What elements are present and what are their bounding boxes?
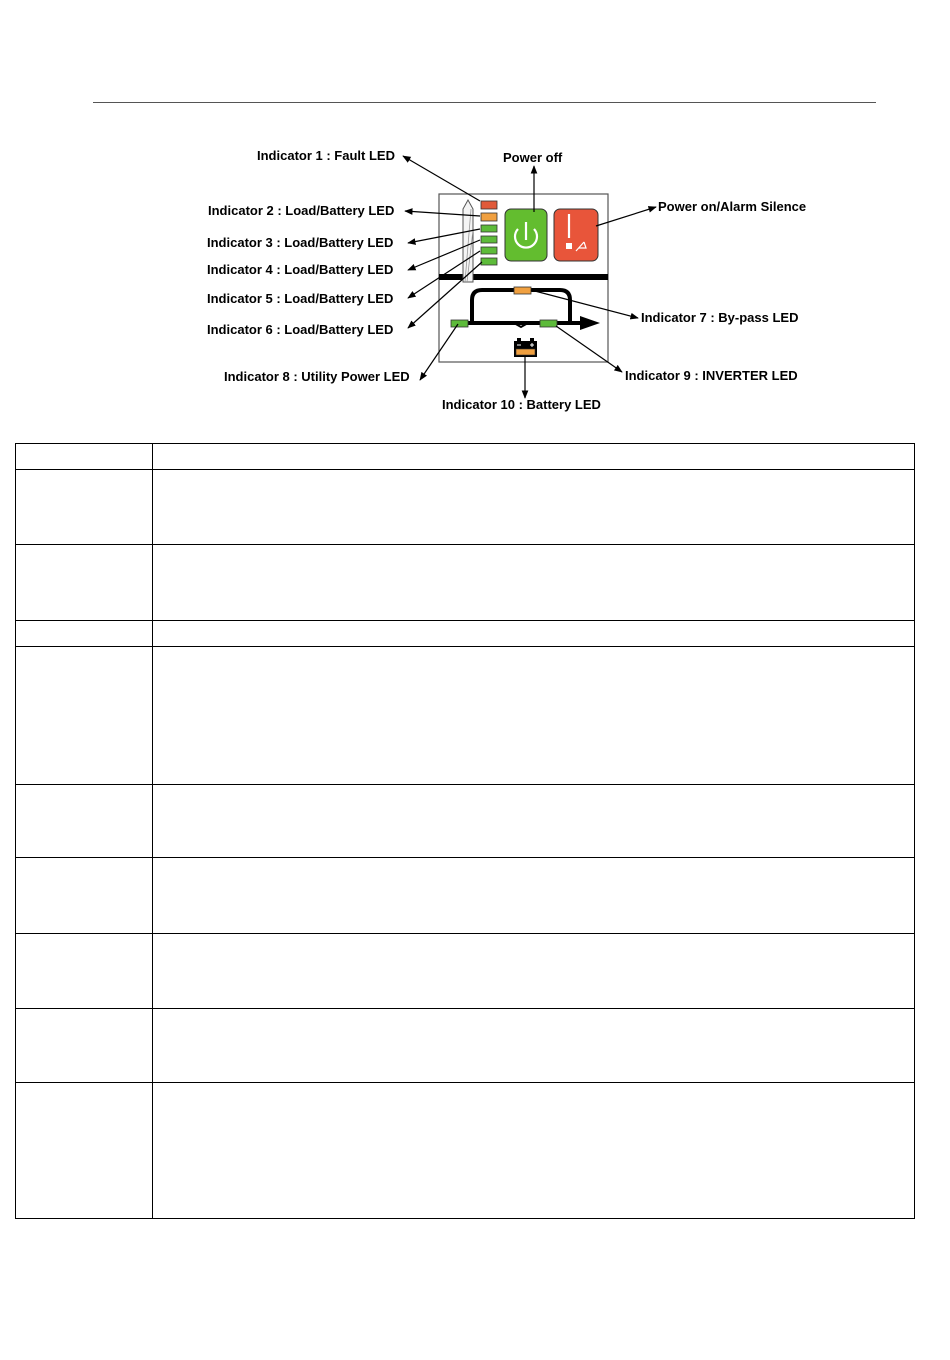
- table-cell: [16, 444, 153, 470]
- table-cell: [16, 785, 153, 858]
- load-led-3: [481, 225, 497, 232]
- battery-led: [516, 349, 535, 355]
- load-led-6: [481, 258, 497, 265]
- table-cell: [153, 621, 915, 647]
- table-row: [16, 1009, 915, 1083]
- table-cell: [16, 545, 153, 621]
- label-indicator-6: Indicator 6 : Load/Battery LED: [207, 322, 394, 337]
- label-indicator-10: Indicator 10 : Battery LED: [442, 397, 601, 412]
- table-cell: [153, 785, 915, 858]
- table-row: [16, 545, 915, 621]
- inverter-led: [540, 320, 557, 327]
- table-cell: [153, 1083, 915, 1219]
- utility-power-led: [451, 320, 468, 327]
- fault-led: [481, 201, 497, 209]
- table-cell: [153, 1009, 915, 1083]
- load-led-4: [481, 236, 497, 243]
- label-indicator-7: Indicator 7 : By-pass LED: [641, 310, 799, 325]
- table-row: [16, 934, 915, 1009]
- table-cell: [153, 858, 915, 934]
- table-row: [16, 785, 915, 858]
- table-cell: [153, 934, 915, 1009]
- table-cell: [16, 934, 153, 1009]
- table-row: [16, 470, 915, 545]
- table-cell: [153, 470, 915, 545]
- load-level-icon: [463, 200, 473, 282]
- table-cell: [153, 647, 915, 785]
- control-panel-diagram: [0, 0, 950, 440]
- power-on-alarm-silence-button[interactable]: [554, 209, 598, 261]
- table-cell: [153, 444, 915, 470]
- table-cell: [16, 470, 153, 545]
- label-indicator-1: Indicator 1 : Fault LED: [257, 148, 395, 163]
- table-cell: [16, 1009, 153, 1083]
- table-cell: [16, 647, 153, 785]
- load-led-2: [481, 213, 497, 221]
- table-cell: [16, 1083, 153, 1219]
- label-indicator-4: Indicator 4 : Load/Battery LED: [207, 262, 394, 277]
- table-row: [16, 858, 915, 934]
- table-cell: [16, 621, 153, 647]
- label-power-off: Power off: [503, 150, 563, 165]
- label-indicator-2: Indicator 2 : Load/Battery LED: [208, 203, 395, 218]
- table-row: [16, 621, 915, 647]
- table-cell: [153, 545, 915, 621]
- table-row: [16, 1083, 915, 1219]
- label-indicator-8: Indicator 8 : Utility Power LED: [224, 369, 410, 384]
- table-cell: [16, 858, 153, 934]
- indicator-table: [15, 443, 915, 1219]
- label-power-on-alarm-silence: Power on/Alarm Silence: [658, 199, 807, 214]
- load-led-5: [481, 247, 497, 254]
- bypass-led: [514, 287, 531, 294]
- table-row: [16, 444, 915, 470]
- power-off-button[interactable]: [505, 209, 547, 261]
- label-indicator-5: Indicator 5 : Load/Battery LED: [207, 291, 394, 306]
- table-row: [16, 647, 915, 785]
- label-indicator-9: Indicator 9 : INVERTER LED: [625, 368, 798, 383]
- label-indicator-3: Indicator 3 : Load/Battery LED: [207, 235, 394, 250]
